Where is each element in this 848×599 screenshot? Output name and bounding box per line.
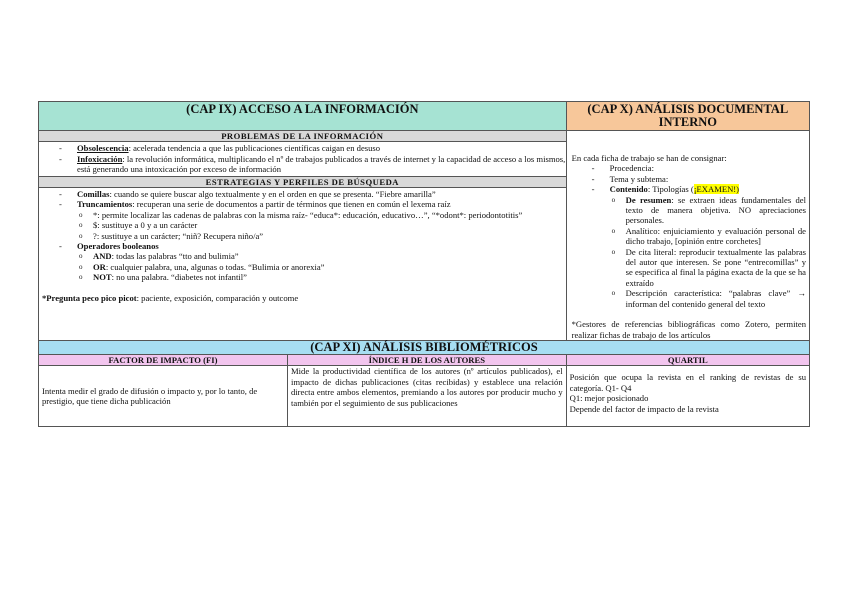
problemas-title: PROBLEMAS DE LA INFORMACIÓN — [39, 131, 566, 142]
list-item: - Procedencia: — [572, 163, 806, 173]
cap10-note: *Gestores de referencias bibliográficas como Zotero, permiten realizar fichas de trabajo de los artículos — [571, 319, 806, 340]
quartil-header: QUARTIL — [566, 354, 809, 365]
list-item: - Truncamientos: recuperan una serie de documentos a partir de términos que tienen en común el lexema raíz — [39, 199, 566, 209]
summary-table — [38, 101, 810, 427]
list-item: - Comillas: cuando se quiere buscar algo textualmente y en el orden en que se presenta. “Fiebre amarilla” — [39, 189, 566, 199]
list-item: - Operadores booleanos — [39, 241, 566, 251]
list-item: - Contenido: Tipologías (¡EXAMEN!) — [572, 184, 806, 194]
cap10-title: (CAP X) ANÁLISIS DOCUMENTAL INTERNO — [566, 102, 809, 131]
list-item: - Tema y subtema: — [572, 174, 806, 184]
pico-note: *Pregunta peco pico picot: paciente, exposición, comparación y outcome — [42, 292, 299, 303]
exam-highlight: ¡EXAMEN!) — [693, 184, 740, 195]
fi-text: Intenta medir el grado de difusión o impacto y, por lo tanto, de prestigio, que tiene dicha publicación — [39, 366, 288, 427]
list-item: o *: permite localizar las cadenas de palabras con la misma raíz- “educa*: educación, educativo…”, “*odont*: periodontotitis” — [39, 210, 566, 220]
list-item: o OR: cualquier palabra, una, algunas o todas. “Bulimia or anorexia” — [39, 262, 566, 272]
estrategias-title: ESTRATEGIAS Y PERFILES DE BÚSQUEDA — [39, 176, 566, 188]
list-item: - Infoxicación: la revolución informática, multiplicando el nº de trabajos publicados a través de internet y la capacidad de acceso a los mismos, está generando una intoxicación por exceso de información — [39, 154, 566, 175]
list-item: o De resumen: se extraen ideas fundamentales del texto de manera objetiva. NO apreciaciones personales. — [572, 195, 806, 226]
list-item: o $: sustituye a 0 y a un carácter — [39, 220, 566, 230]
list-item: o Descripción característica: “palabras clave” → informan del contenido general del texto — [572, 288, 806, 309]
list-item: o AND: todas las palabras “tto and bulimia” — [39, 251, 566, 261]
cap10-intro: En cada ficha de trabajo se han de consignar: — [571, 153, 727, 163]
list-item: o Analítico: enjuiciamiento y evaluación personal de dicho trabajo, [opinión entre corchetes] — [572, 226, 806, 247]
indice-h-header: ÍNDICE H DE LOS AUTORES — [288, 354, 567, 365]
fi-header: FACTOR DE IMPACTO (FI) — [39, 354, 288, 365]
list-item: o ?: sustituye a un carácter; “niñ? Recupera niño/a” — [39, 231, 566, 241]
indice-h-text: Mide la productividad científica de los autores (nº artículos publicados), el impacto de dichas publicaciones (citas recibidas) y establece una relación directa entre ambos elementos, premiando a los autores por producir mucho y también por el seguimiento de sus publicaciones — [288, 366, 567, 427]
quartil-text: Posición que ocupa la revista en el ranking de revistas de su categoría. Q1- Q4 Q1: mejor posicionado Depende del factor de impacto de la revista — [566, 366, 809, 427]
cap9-title: (CAP IX) ACCESO A LA INFORMACIÓN — [39, 102, 567, 131]
cap11-title: (CAP XI) ANÁLISIS BIBLIOMÉTRICOS — [39, 340, 810, 354]
list-item: o De cita literal: reproducir textualmente las palabras del autor que interesen. Se pone “entrecomillas” y se especifica al final la página exacta de la que se ha extraído — [572, 247, 806, 289]
list-item: o NOT: no una palabra. “diabetes not infantil” — [39, 272, 566, 282]
list-item: - Obsolescencia: acelerada tendencia a que las publicaciones científicas caigan en desuso — [39, 143, 566, 153]
